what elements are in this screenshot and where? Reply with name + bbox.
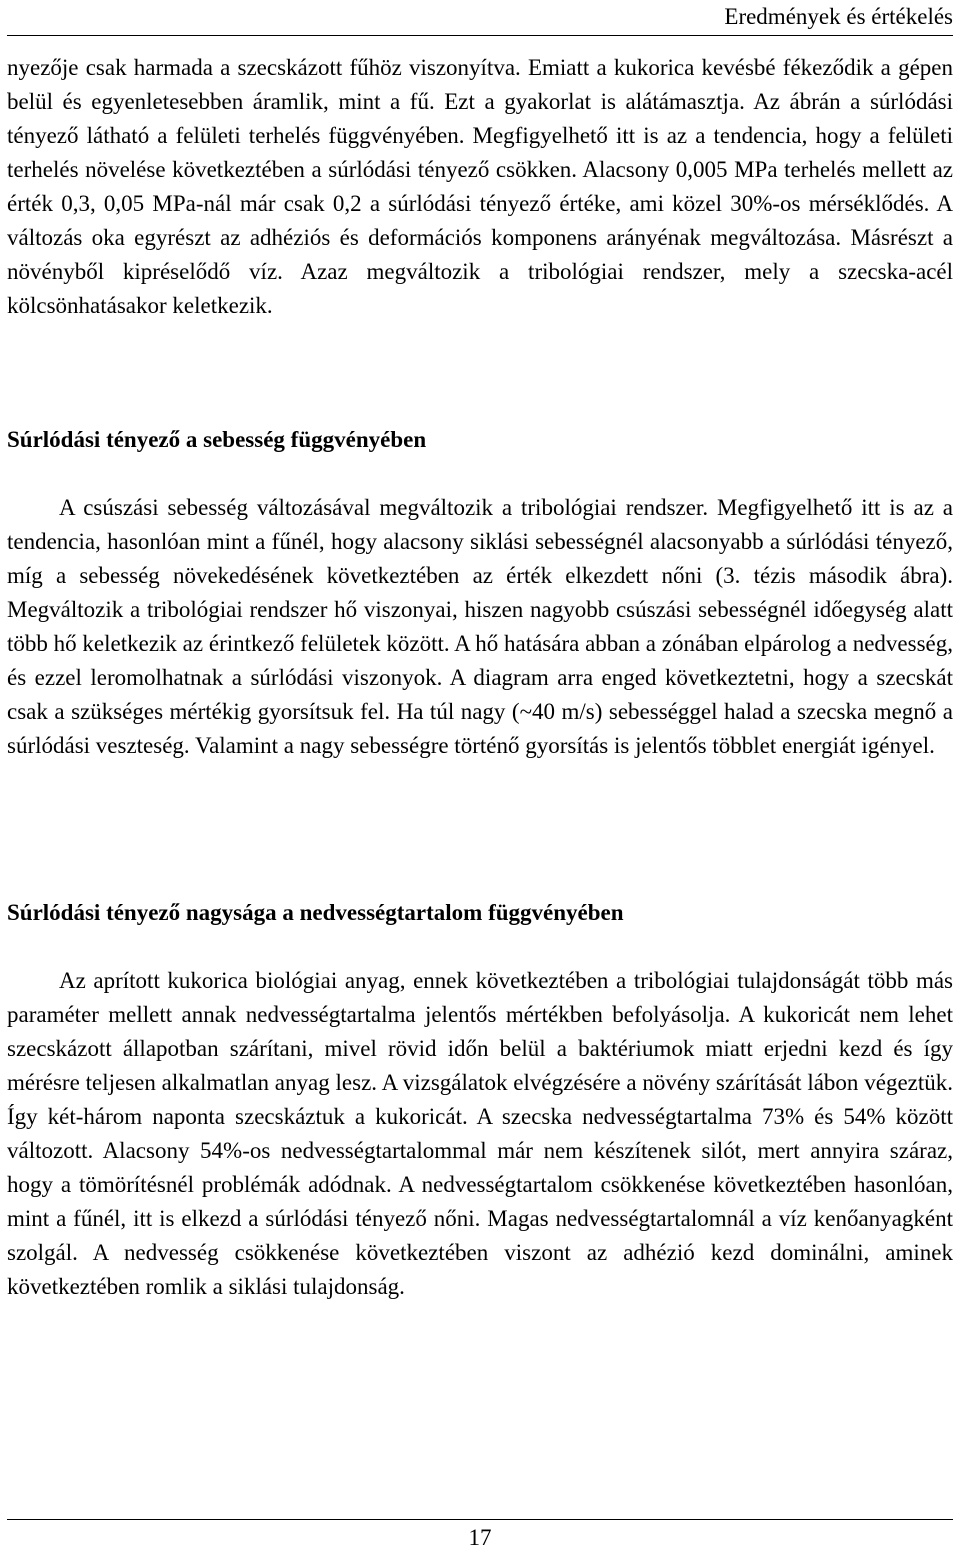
footer-rule <box>7 1519 953 1520</box>
section-heading-moisture: Súrlódási tényező nagysága a nedvességtartalom függvényében <box>7 900 624 925</box>
section-heading-speed: Súrlódási tényező a sebesség függvényében <box>7 427 427 452</box>
header-rule <box>7 35 953 36</box>
paragraph-moisture: Az aprított kukorica biológiai anyag, ennek következtében a tribológiai tulajdonságát több más paraméter mellett annak nedvességtartalma jelentős mértékben befolyásolja. A kukoricát nem lehet szecskázott állapotban szárítani, mivel rövid időn belül a baktériumok miatt erjedni kezd és így mérésre teljesen alkalmatlan anyag lesz. A vizsgálatok elvégzésére a növény szárítását lábon végeztük. Így két-három naponta szecskáztuk a kukoricát. A szecska nedvességtartalma 73% és 54% között változott. Alacsony 54%-os nedvességtartalommal már nem készítenek silót, mert annyira száraz, hogy a tömörítésnél problémák adódnak. A nedvességtartalom csökkenése következtében hasonlóan, mint a fűnél, itt is elkezd a súrlódási tényező nőni. Magas nedvességtartalomnál a víz kenőanyagként szolgál. A nedvesség csökkenése következtében viszont az adhézió kezd dominálni, aminek következtében romlik a siklási tulajdonság. <box>7 968 953 1299</box>
paragraph-continuation: nyezője csak harmada a szecskázott fűhöz viszonyítva. Emiatt a kukorica kevésbé fékeződik a gépen belül és egyenletesebben áramlik, mint a fű. Ezt a gyakorlat is alátámasztja. Az ábrán a súrlódási tényező látható a felületi terhelés függvényében. Megfigyelhető itt is az a tendencia, hogy a felületi terhelés növelése következtében a súrlódási tényező csökken. Alacsony 0,005 MPa terhelés mellett az érték 0,3, 0,05 MPa-nál már csak 0,2 a súrlódási tényező értéke, ami közel 30%-os mérséklődés. A változás oka egyrészt az adhéziós és deformációs komponens arányénak megváltozása. Másrészt a növényből kipréselődő víz. Azaz megváltozik a tribológiai rendszer, mely a szecska-acél kölcsönhatásakor keletkezik. <box>7 55 953 318</box>
paragraph-speed: A csúszási sebesség változásával megváltozik a tribológiai rendszer. Megfigyelhető itt is az a tendencia, hasonlóan mint a fűnél, hogy alacsony siklási sebességnél alacsonyabb a súrlódási tényező, míg a sebesség növekedésének következtében az érték elkezdett nőni (3. tézis második ábra). Megváltozik a tribológiai rendszer hő viszonyai, hiszen nagyobb csúszási sebességnél időegység alatt több hő keletkezik az érintkező felületek között. A hő hatására abban a zónában elpárolog a nedvesség, és ezzel leromolhatnak a súrlódási viszonyok. A diagram arra enged következtetni, hogy a szecskát csak a szükséges mértékig gyorsítsuk fel. Ha túl nagy (~40 m/s) sebességgel halad a szecska megnő a súrlódási veszteség. Valamint a nagy sebességre történő gyorsítás is jelentős többlet energiát igényel. <box>7 495 953 758</box>
document-page <box>7 0 953 1553</box>
page-number: 17 <box>468 1525 492 1550</box>
running-header: Eredmények és értékelés <box>724 4 953 29</box>
